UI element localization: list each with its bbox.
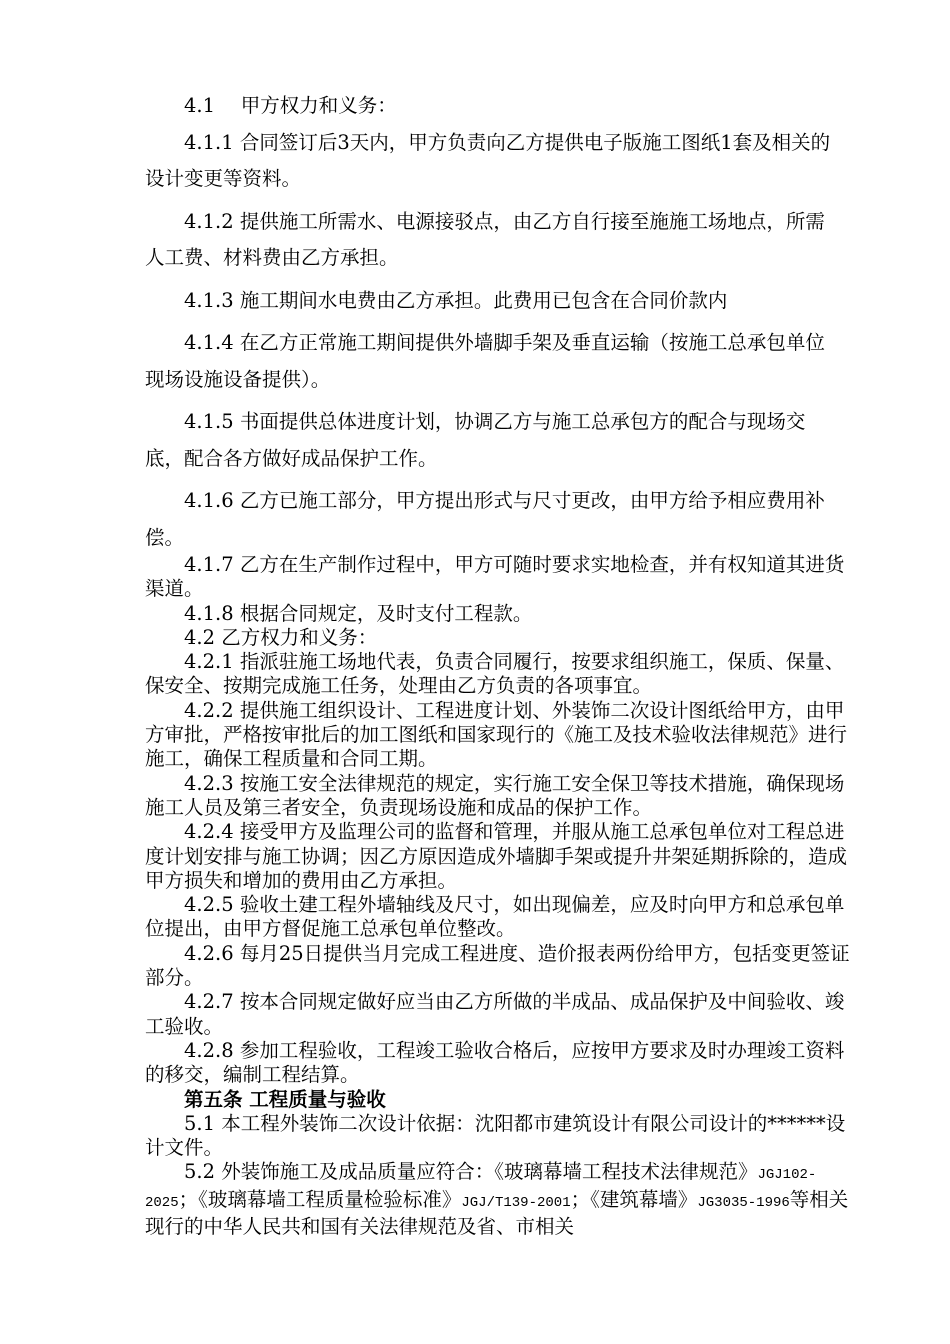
clause-4-2-7: 4.2.7 按本合同规定做好应当由乙方所做的半成品、成品保护及中间验收、竣工验收。 [145,990,845,1038]
clause-4-2-2: 4.2.2 提供施工组织设计、工程进度计划、外装饰二次设计图纸给甲方，由甲方审批，严格按审批后的加工图纸和国家现行的《施工及技术验收法律规范》进行施工，确保工程质量和合同工期。 [145,698,848,771]
clause-5-2-text-4: 等相关现行的中华人民共和国有关法律规范及省、市相关 [145,1187,849,1239]
clause-4-1-2: 4.1.2 提供施工所需水、电源接驳点，由乙方自行接至施施工场地点，所需人工费、材料费由乙方承担。 [145,209,825,269]
clause-5-2-text-1: 5.2 外装饰施工及成品质量应符合：《玻璃幕墙工程技术法律规范》 [184,1160,758,1184]
clause-5-1: 5.1 本工程外装饰二次设计依据：沈阳都市建筑设计有限公司设计的******设计文件。 [145,1111,846,1160]
clause-4-1-3: 4.1.3 施工期间水电费由乙方承担。此费用已包含在合同价款内 [184,288,728,312]
section-party-b-duties [145,553,853,1239]
clause-4-1-5: 4.1.5 书面提供总体进度计划，协调乙方与施工总承包方的配合与现场交底，配合各方做好成品保护工作。 [145,410,806,470]
clause-4-1-8: 4.1.8 根据合同规定，及时支付工程款。 [184,601,533,625]
clause-4-1: 4.1 甲方权力和义务： [184,94,397,117]
clause-4-2-6: 4.2.6 每月25日提供当月完成工程进度、造价报表两份给甲方，包括变更签证部分。 [145,941,850,990]
clause-4-2-8: 4.2.8 参加工程验收，工程竣工验收合格后，应按甲方要求及时办理竣工资料的移交，编制工程结算。 [145,1038,845,1087]
clause-4-2-3: 4.2.3 按施工安全法律规范的规定，实行施工安全保卫等技术措施，确保现场施工人员及第三者安全，负责现场设施和成品的保护工作。 [145,771,845,819]
clause-5-2-text-3: ；《建筑幕墙》 [570,1187,698,1211]
clause-4-1-7: 4.1.7 乙方在生产制作过程中，甲方可随时要求实地检查，并有权知道其进货渠道。 [145,553,845,601]
article-5-heading: 第五条 工程质量与验收 [184,1087,386,1111]
clause-4-2-5: 4.2.5 验收土建工程外墙轴线及尺寸，如出现偏差，应及时向甲方和总承包单位提出，由甲方督促施工总承包单位整改。 [145,893,845,941]
standard-code-jgjt139: JGJ/T139-2001 [461,1194,571,1211]
standard-code-jgj102: JGJ102-2025 [145,1167,817,1211]
clause-4-2-4: 4.2.4 接受甲方及监理公司的监督和管理，并服从施工总承包单位对工程总进度计划安排与施工协调；因乙方原因造成外墙脚手架或提升井架延期拆除的，造成甲方损失和增加的费用由乙方承担。 [145,820,848,892]
standard-code-jg3035: JG3035-1996 [697,1194,790,1211]
clause-4-1-4: 4.1.4 在乙方正常施工期间提供外墙脚手架及垂直运输（按施工总承包单位现场设施设备提供）。 [145,331,825,391]
clause-4-2: 4.2 乙方权力和义务： [184,625,378,649]
clause-4-1-6: 4.1.6 乙方已施工部分，甲方提出形式与尺寸更改，由甲方给予相应费用补偿。 [145,489,825,549]
clause-5-2 [145,1160,853,1239]
clause-4-1-1: 4.1.1 合同签订后3天内，甲方负责向乙方提供电子版施工图纸1套及相关的设计变更等资料。 [145,130,831,190]
clause-5-2-text-2: ；《玻璃幕墙工程质量检验标准》 [178,1187,462,1211]
clause-4-2-1: 4.2.1 指派驻施工场地代表，负责合同履行，按要求组织施工，保质、保量、保安全、按期完成施工任务，处理由乙方负责的各项事宜。 [145,650,845,698]
section-party-a-duties [145,88,835,556]
